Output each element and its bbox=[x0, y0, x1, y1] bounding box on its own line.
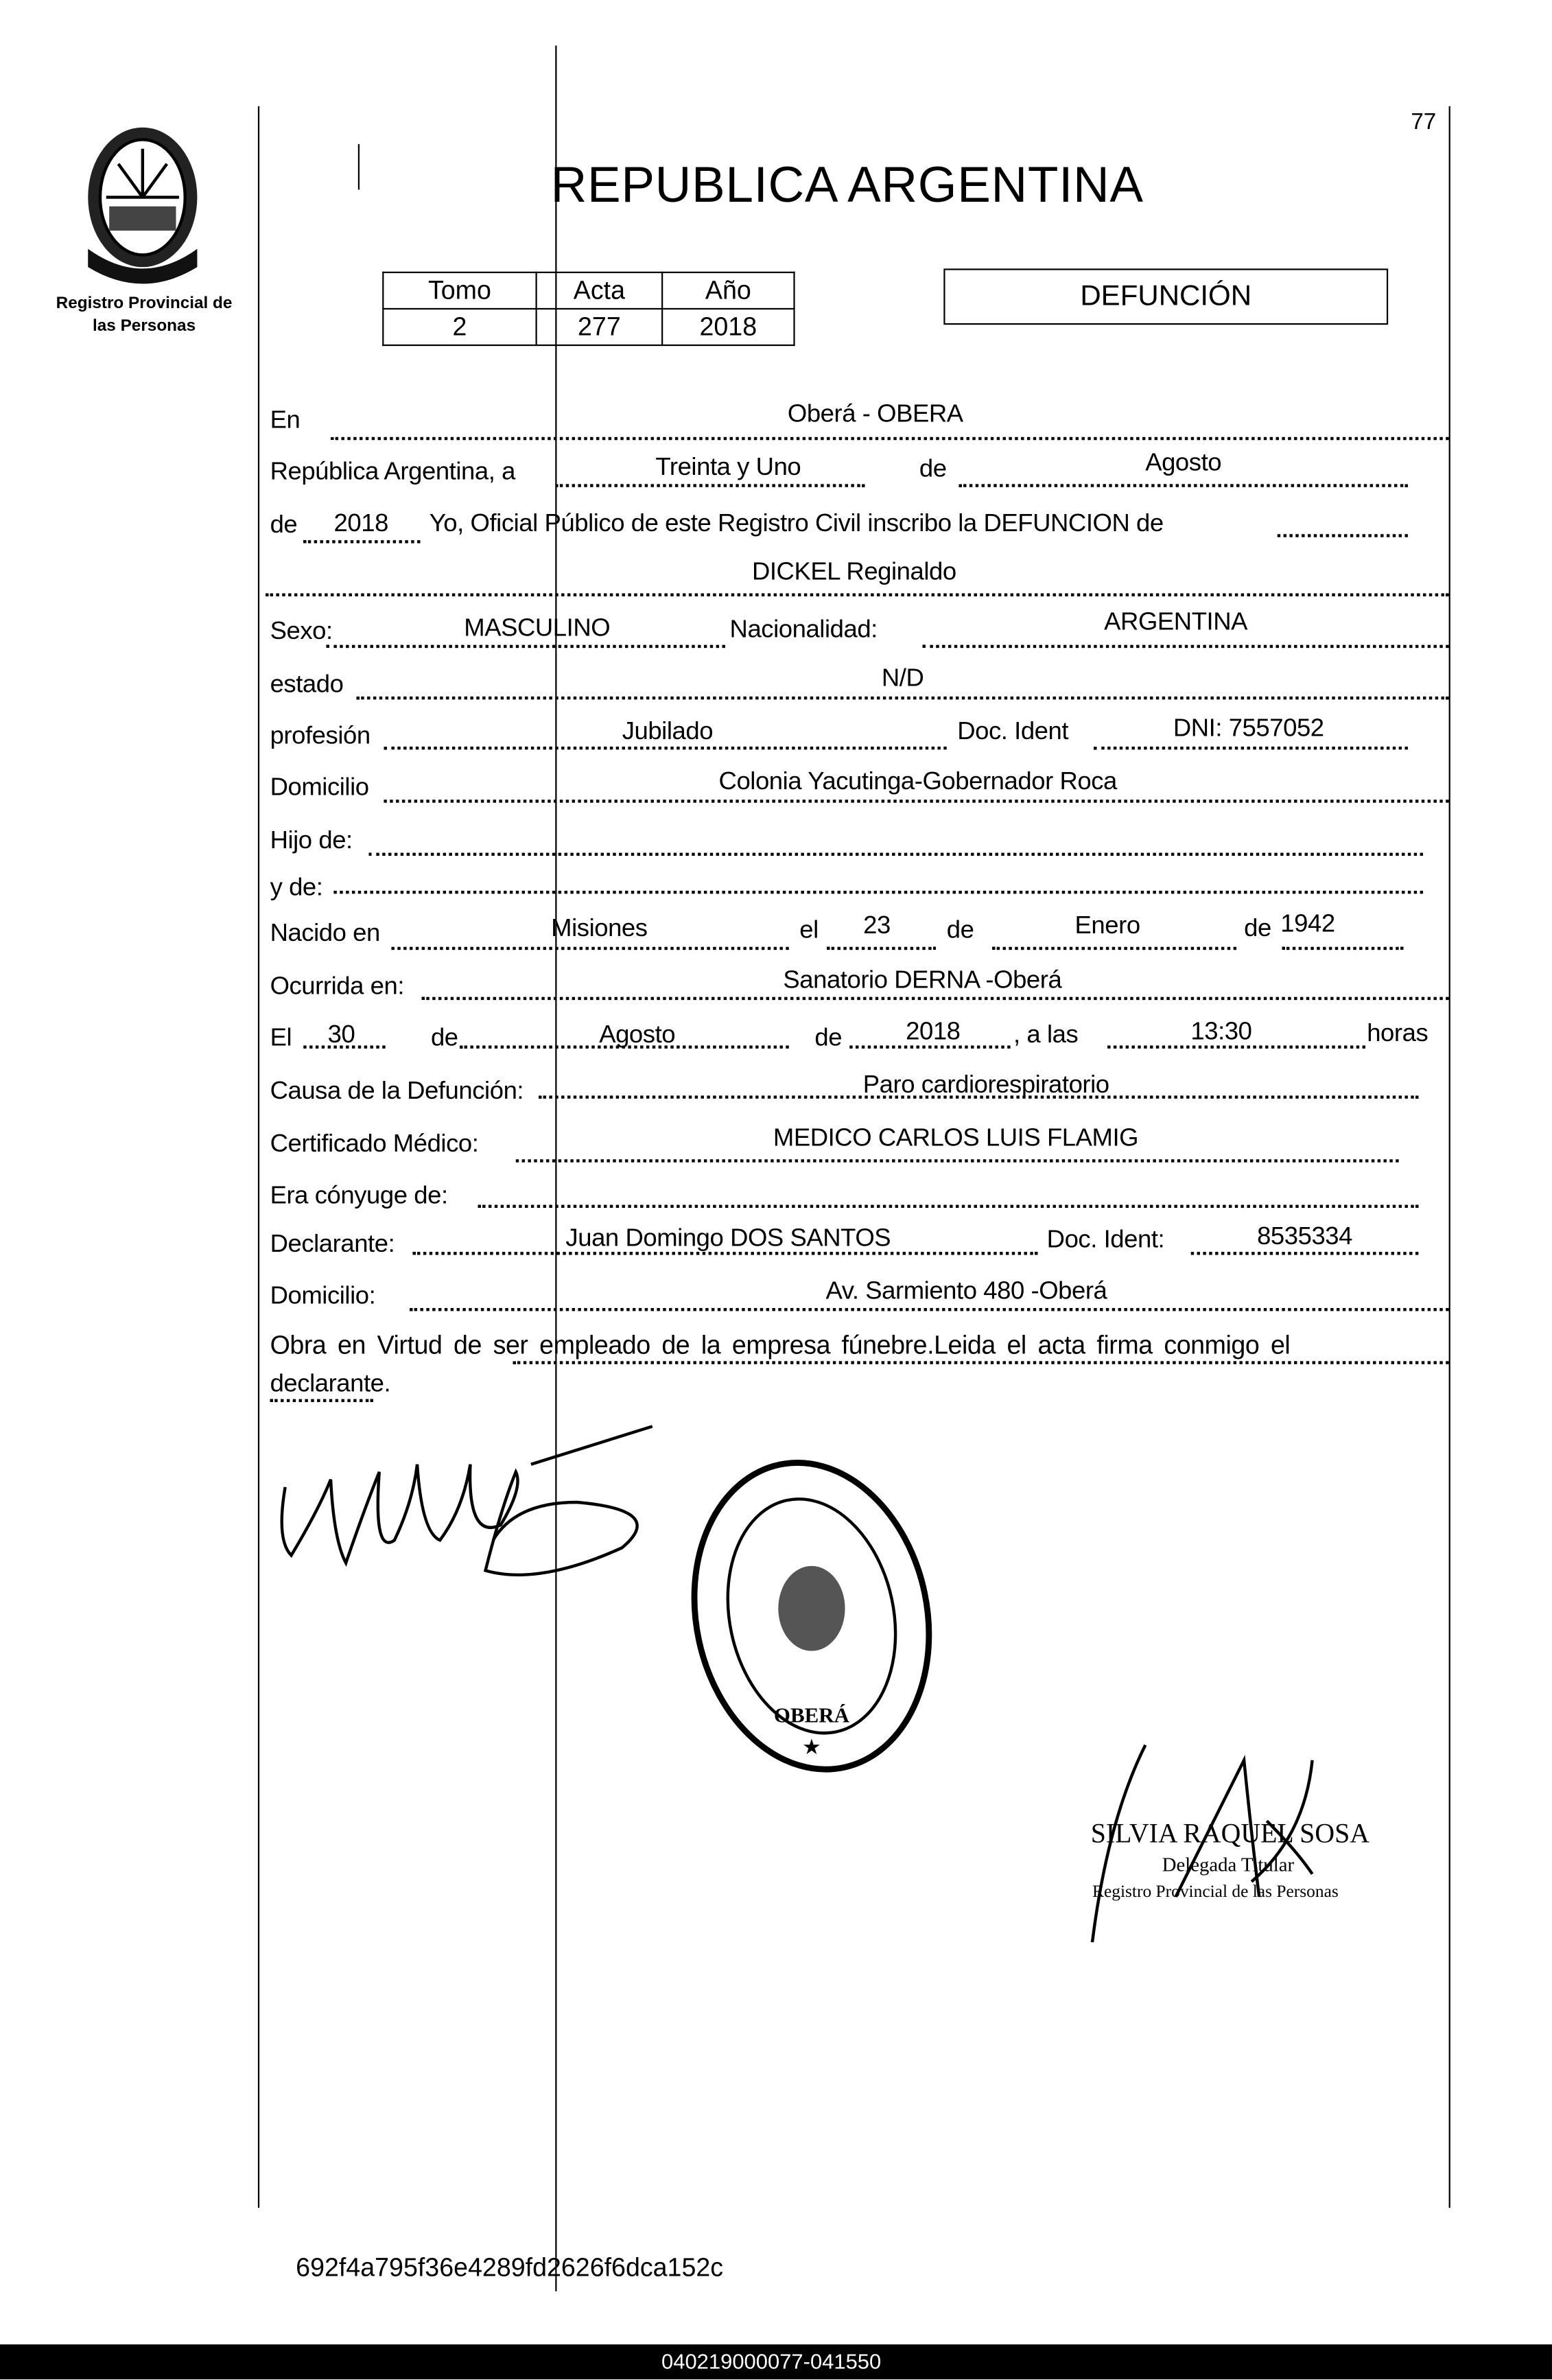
ocurrida-value: Sanatorio DERNA -Oberá bbox=[783, 966, 1062, 994]
ocurrida-field-line bbox=[422, 997, 1449, 1000]
a-las-label: , a las bbox=[1013, 1021, 1079, 1049]
declarant-signature bbox=[273, 1419, 668, 1608]
ocurrida-label: Ocurrida en: bbox=[270, 972, 405, 1001]
doc-ident-label: Doc. Ident bbox=[957, 717, 1069, 745]
en-label: En bbox=[270, 406, 301, 434]
death-month: Agosto bbox=[599, 1021, 676, 1049]
province-logo bbox=[73, 121, 212, 285]
obra-field-line bbox=[513, 1361, 1448, 1364]
birth-month-line bbox=[992, 947, 1236, 950]
obra-end-line bbox=[270, 1399, 373, 1402]
y-de-label: y de: bbox=[270, 874, 323, 902]
tomo-acta-ano-table bbox=[382, 272, 795, 346]
header-tomo: Tomo bbox=[383, 272, 536, 309]
barcode-id: 040219000077-041550 bbox=[661, 2348, 882, 2374]
declarante-value: Juan Domingo DOS SANTOS bbox=[565, 1224, 891, 1252]
hijo-de-field-line bbox=[368, 853, 1423, 856]
causa-label: Causa de la Defunción: bbox=[270, 1077, 524, 1105]
registry-caption-line1: Registro Provincial de bbox=[56, 294, 233, 313]
estado-value: N/D bbox=[881, 664, 924, 692]
day-value: Treinta y Uno bbox=[655, 454, 801, 481]
header-acta: Acta bbox=[537, 272, 663, 309]
right-border bbox=[1449, 106, 1451, 2208]
estado-label: estado bbox=[270, 670, 344, 699]
republica-label: República Argentina, a bbox=[270, 458, 515, 486]
nacido-value: Misiones bbox=[551, 915, 648, 943]
nacionalidad-value: ARGENTINA bbox=[1104, 608, 1248, 636]
domicilio-field-line bbox=[384, 800, 1448, 802]
death-year: 2018 bbox=[906, 1018, 961, 1046]
obra-text-end: declarante. bbox=[270, 1370, 391, 1398]
year-field-line bbox=[303, 540, 420, 543]
profesion-value: Jubilado bbox=[622, 717, 714, 745]
birth-day-line bbox=[827, 947, 936, 950]
certificado-field-line bbox=[516, 1159, 1399, 1162]
domicilio-2-line bbox=[410, 1308, 1449, 1311]
de-label-4: de bbox=[1244, 915, 1271, 943]
domicilio-label: Domicilio bbox=[270, 773, 369, 802]
left-border bbox=[258, 106, 260, 2208]
de-label-1: de bbox=[919, 455, 947, 483]
birth-year-line bbox=[1282, 947, 1403, 950]
conyuge-label: Era cónyuge de: bbox=[270, 1182, 448, 1210]
sexo-field-line bbox=[326, 645, 725, 648]
doc-ident-value: DNI: 7557052 bbox=[1173, 714, 1324, 743]
certificado-label: Certificado Médico: bbox=[270, 1130, 479, 1158]
official-stamp bbox=[690, 1457, 933, 1775]
stamp-seal-icon bbox=[690, 1457, 933, 1775]
doc-ident-field-line bbox=[1094, 747, 1408, 749]
registrar-position: Delegada Titular bbox=[1162, 1852, 1295, 1876]
year-value: 2018 bbox=[333, 509, 388, 537]
sexo-label: Sexo: bbox=[270, 617, 333, 645]
scan-artifact-line bbox=[555, 45, 556, 2291]
en-field-line bbox=[331, 437, 1449, 440]
en-value: Oberá - OBERA bbox=[787, 400, 963, 428]
header-ano: Año bbox=[662, 272, 794, 309]
ano-value: 2018 bbox=[662, 309, 794, 345]
domicilio-value: Colonia Yacutinga-Gobernador Roca bbox=[718, 767, 1117, 795]
svg-text:OBERÁ: OBERÁ bbox=[773, 1703, 849, 1727]
de-label-2: de bbox=[270, 511, 298, 539]
scan-mark bbox=[358, 144, 360, 189]
page-number: 77 bbox=[1411, 109, 1437, 135]
declarante-label: Declarante: bbox=[270, 1230, 395, 1259]
profesion-field-line bbox=[384, 747, 946, 749]
misiones-seal-icon bbox=[73, 121, 212, 285]
de-label-5: de bbox=[430, 1024, 458, 1052]
page-title: REPUBLICA ARGENTINA bbox=[550, 156, 1144, 213]
causa-value: Paro cardiorespiratorio bbox=[862, 1071, 1109, 1099]
registrar-name: SILVIA RAQUEL SOSA bbox=[1090, 1817, 1369, 1849]
deceased-name: DICKEL Reginaldo bbox=[751, 558, 956, 586]
y-de-field-line bbox=[333, 891, 1423, 894]
month-value: Agosto bbox=[1145, 449, 1222, 477]
inscribo-text: Yo, Oficial Público de este Registro Civil inscribo la DEFUNCION de bbox=[429, 509, 1164, 537]
profesion-label: profesión bbox=[270, 722, 371, 750]
svg-text:★: ★ bbox=[802, 1735, 821, 1760]
el-label: el bbox=[799, 916, 819, 944]
horas-label: horas bbox=[1367, 1019, 1428, 1047]
certificado-value: MEDICO CARLOS LUIS FLAMIG bbox=[773, 1124, 1139, 1152]
birth-year: 1942 bbox=[1280, 910, 1335, 938]
document-hash: 692f4a795f36e4289fd2626f6dca152c bbox=[296, 2253, 724, 2283]
birth-day: 23 bbox=[863, 911, 891, 940]
registry-caption bbox=[30, 293, 258, 338]
doc-ident-2-value: 8535334 bbox=[1257, 1223, 1353, 1250]
de-label-3: de bbox=[946, 916, 974, 944]
month-field-line bbox=[959, 484, 1407, 487]
deceased-name-line bbox=[266, 594, 1449, 596]
el-date-label: El bbox=[270, 1024, 292, 1052]
conyuge-field-line bbox=[478, 1205, 1418, 1208]
death-time: 13:30 bbox=[1190, 1018, 1252, 1046]
estado-field-line bbox=[357, 697, 1449, 699]
doc-type: DEFUNCIÓN bbox=[1080, 281, 1252, 313]
death-day: 30 bbox=[327, 1021, 355, 1049]
registry-caption-line2: las Personas bbox=[93, 317, 196, 336]
hijo-de-label: Hijo de: bbox=[270, 827, 353, 854]
obra-text: Obra en Virtud de ser empleado de la empresa fúnebre.Leida el acta firma conmigo el bbox=[270, 1331, 1291, 1360]
tomo-value: 2 bbox=[383, 309, 536, 345]
sexo-value: MASCULINO bbox=[464, 614, 611, 642]
nacido-label: Nacido en bbox=[270, 919, 380, 947]
domicilio-2-label: Domicilio: bbox=[270, 1282, 376, 1310]
domicilio-2-value: Av. Sarmiento 480 -Oberá bbox=[825, 1277, 1107, 1305]
inscribo-field-line bbox=[1278, 534, 1408, 537]
nacido-field-line bbox=[391, 947, 788, 950]
acta-value: 277 bbox=[537, 309, 663, 345]
birth-month: Enero bbox=[1074, 911, 1140, 940]
day-field-line bbox=[555, 484, 865, 487]
nacionalidad-field-line bbox=[922, 645, 1448, 648]
registrar-office: Registro Provincial de las Personas bbox=[1092, 1882, 1339, 1902]
footer-bar bbox=[0, 2344, 1552, 2379]
nacionalidad-label: Nacionalidad: bbox=[729, 616, 878, 644]
doc-ident-2-line bbox=[1191, 1252, 1419, 1255]
doc-type-box bbox=[943, 268, 1388, 325]
de-label-6: de bbox=[814, 1024, 843, 1052]
doc-ident-2-label: Doc. Ident: bbox=[1046, 1226, 1165, 1254]
